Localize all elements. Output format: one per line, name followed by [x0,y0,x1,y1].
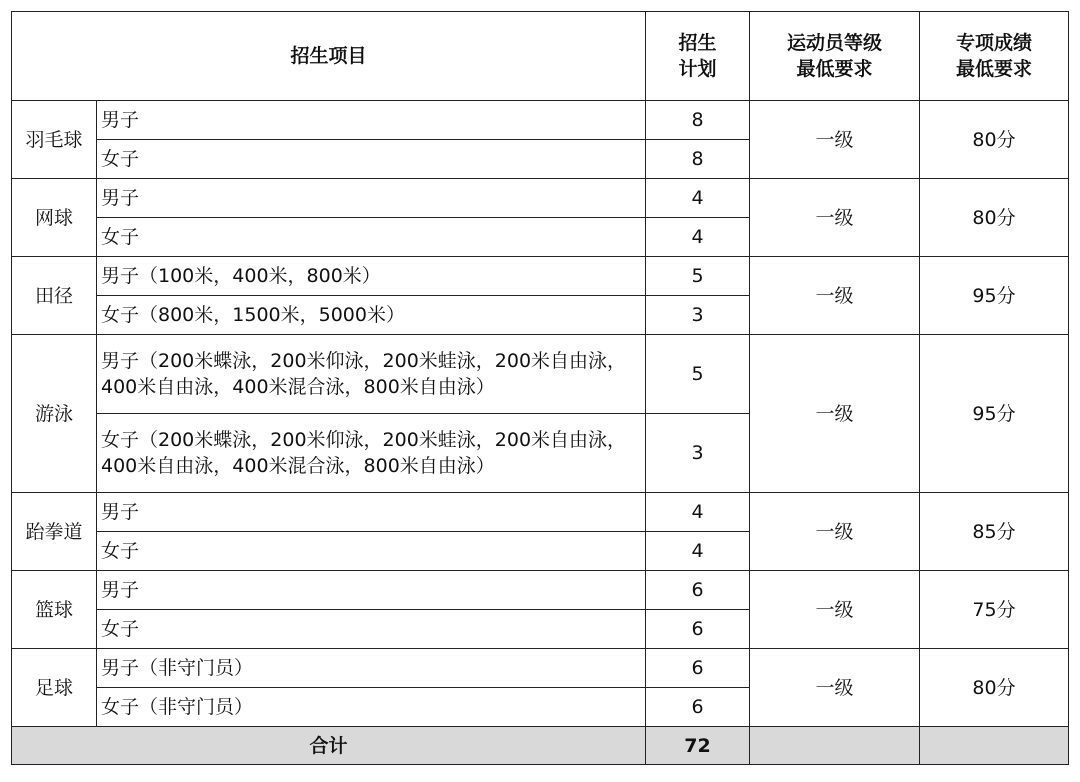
header-plan [646,12,750,101]
item-label: 女子 [97,532,646,571]
sport-name: 羽毛球 [12,101,97,179]
plan-count: 5 [646,335,750,414]
athlete-level: 一级 [750,257,920,335]
item-label-line2: 400米自由泳，400米混合泳，800米自由泳） [101,376,495,398]
header-level-line2: 最低要求 [796,58,873,80]
plan-count: 6 [646,571,750,610]
item-label [97,414,646,493]
admission-plan-table [11,11,1069,765]
plan-count: 8 [646,101,750,140]
sport-name: 游泳 [12,335,97,493]
plan-count: 3 [646,414,750,493]
item-label-line1: 男子（200米蝶泳，200米仰泳，200米蛙泳，200米自由泳， [101,350,627,372]
total-label: 合计 [12,727,646,765]
plan-count: 6 [646,610,750,649]
item-label: 女子（非守门员） [97,688,646,727]
item-label [97,335,646,414]
plan-count: 4 [646,218,750,257]
total-count: 72 [646,727,750,765]
plan-count: 4 [646,493,750,532]
athlete-level: 一级 [750,335,920,493]
min-score: 75分 [920,571,1069,649]
total-level-empty [750,727,920,765]
plan-count: 6 [646,688,750,727]
min-score: 95分 [920,257,1069,335]
table-row [12,257,1069,296]
header-score-line2: 最低要求 [956,58,1033,80]
sport-name: 田径 [12,257,97,335]
item-label: 女子 [97,140,646,179]
item-label: 男子（非守门员） [97,649,646,688]
total-row [12,727,1069,765]
item-label: 男子 [97,493,646,532]
item-label: 女子 [97,610,646,649]
min-score: 80分 [920,179,1069,257]
plan-count: 6 [646,649,750,688]
table-row [12,101,1069,140]
header-project: 招生项目 [12,12,646,101]
plan-count: 5 [646,257,750,296]
athlete-level: 一级 [750,571,920,649]
plan-count: 8 [646,140,750,179]
header-score [920,12,1069,101]
table-row [12,571,1069,610]
table-row [12,493,1069,532]
plan-count: 4 [646,532,750,571]
athlete-level: 一级 [750,649,920,727]
header-row [12,12,1069,101]
min-score: 95分 [920,335,1069,493]
min-score: 80分 [920,101,1069,179]
item-label-line2: 400米自由泳，400米混合泳，800米自由泳） [101,455,495,477]
header-level-line1: 运动员等级 [787,32,883,54]
athlete-level: 一级 [750,101,920,179]
item-label: 男子 [97,571,646,610]
sport-name: 足球 [12,649,97,727]
header-score-line1: 专项成绩 [956,32,1033,54]
item-label: 女子 [97,218,646,257]
sport-name: 网球 [12,179,97,257]
header-level [750,12,920,101]
table-row [12,179,1069,218]
header-plan-line1: 招生 [678,32,717,54]
plan-count: 4 [646,179,750,218]
table-row [12,335,1069,414]
min-score: 80分 [920,649,1069,727]
item-label: 男子（100米，400米，800米） [97,257,646,296]
plan-count: 3 [646,296,750,335]
table-row [12,649,1069,688]
item-label-line1: 女子（200米蝶泳，200米仰泳，200米蛙泳，200米自由泳， [101,429,627,451]
sport-name: 篮球 [12,571,97,649]
item-label: 男子 [97,179,646,218]
athlete-level: 一级 [750,493,920,571]
item-label: 女子（800米，1500米，5000米） [97,296,646,335]
sport-name: 跆拳道 [12,493,97,571]
min-score: 85分 [920,493,1069,571]
total-score-empty [920,727,1069,765]
athlete-level: 一级 [750,179,920,257]
item-label: 男子 [97,101,646,140]
header-plan-line2: 计划 [678,58,717,80]
